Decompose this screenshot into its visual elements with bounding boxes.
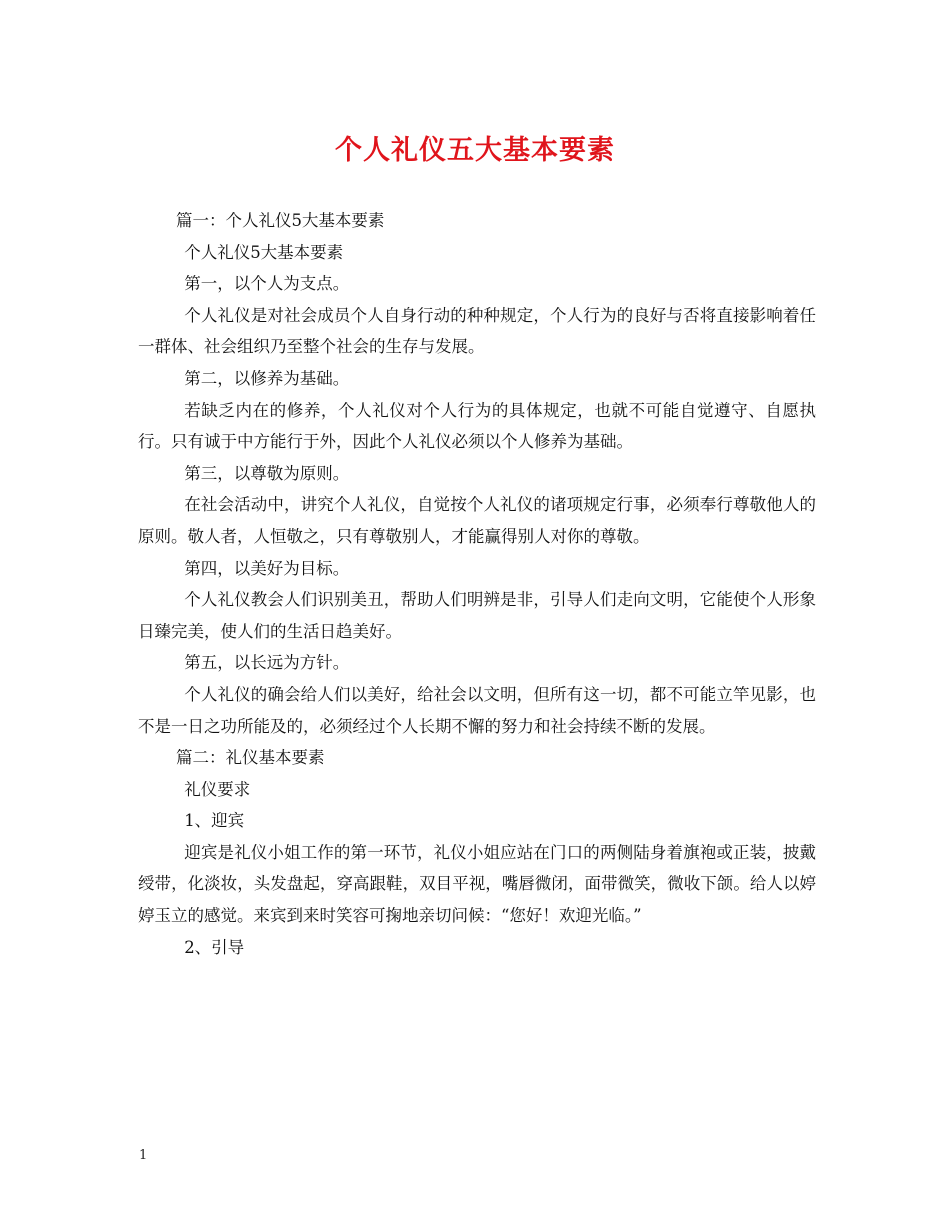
- paragraph: 若缺乏内在的修养，个人礼仪对个人行为的具体规定，也就不可能自觉遵守、自愿执行。只有诚于中方能行于外，因此个人礼仪必须以个人修养为基础。: [138, 400, 816, 452]
- paragraph: 个人礼仪5大基本要素: [184, 242, 344, 262]
- paragraph: 迎宾是礼仪小姐工作的第一环节，礼仪小姐应站在门口的两侧陆身着旗袍或正装，披戴绶带，化淡妆，头发盘起，穿高跟鞋，双目平视，嘴唇微闭，面带微笑，微收下颌。给人以婷婷玉立的感觉。来宾到来时笑容可掬地亲切问候：“您好！欢迎光临。”: [138, 842, 816, 926]
- document-body: [138, 205, 816, 963]
- paragraph: 第一，以个人为支点。: [184, 274, 350, 294]
- section-heading: 篇二：礼仪基本要素: [175, 748, 325, 768]
- paragraph: 在社会活动中，讲究个人礼仪，自觉按个人礼仪的诸项规定行事，必须奉行尊敬他人的原则。敬人者，人恒敬之，只有尊敬别人，才能赢得别人对你的尊敬。: [138, 495, 816, 546]
- paragraph: 第三，以尊敬为原则。: [184, 463, 350, 483]
- section-heading: 篇一：个人礼仪5大基本要素: [175, 211, 385, 230]
- paragraph: 个人礼仪教会人们识别美丑，帮助人们明辨是非，引导人们走向文明，它能使个人形象日臻完美，使人们的生活日趋美好。: [138, 590, 816, 641]
- paragraph: 1、迎宾: [184, 811, 245, 831]
- paragraph: 2、引导: [184, 937, 245, 957]
- paragraph: 第二，以修养为基础。: [184, 368, 350, 388]
- paragraph: 个人礼仪的确会给人们以美好，给社会以文明，但所有这一切，都不可能立竿见影，也不是一日之功所能及的，必须经过个人长期不懈的努力和社会持续不断的发展。: [138, 684, 816, 736]
- paragraph: 第四，以美好为目标。: [184, 558, 350, 578]
- paragraph: 第五，以长远为方针。: [184, 653, 350, 673]
- page-number: 1: [139, 1148, 148, 1163]
- paragraph: 礼仪要求: [184, 779, 251, 799]
- paragraph: 个人礼仪是对社会成员个人自身行动的种种规定，个人行为的良好与否将直接影响着任一群体、社会组织乃至整个社会的生存与发展。: [138, 305, 816, 357]
- document-title: 个人礼仪五大基本要素: [335, 135, 615, 166]
